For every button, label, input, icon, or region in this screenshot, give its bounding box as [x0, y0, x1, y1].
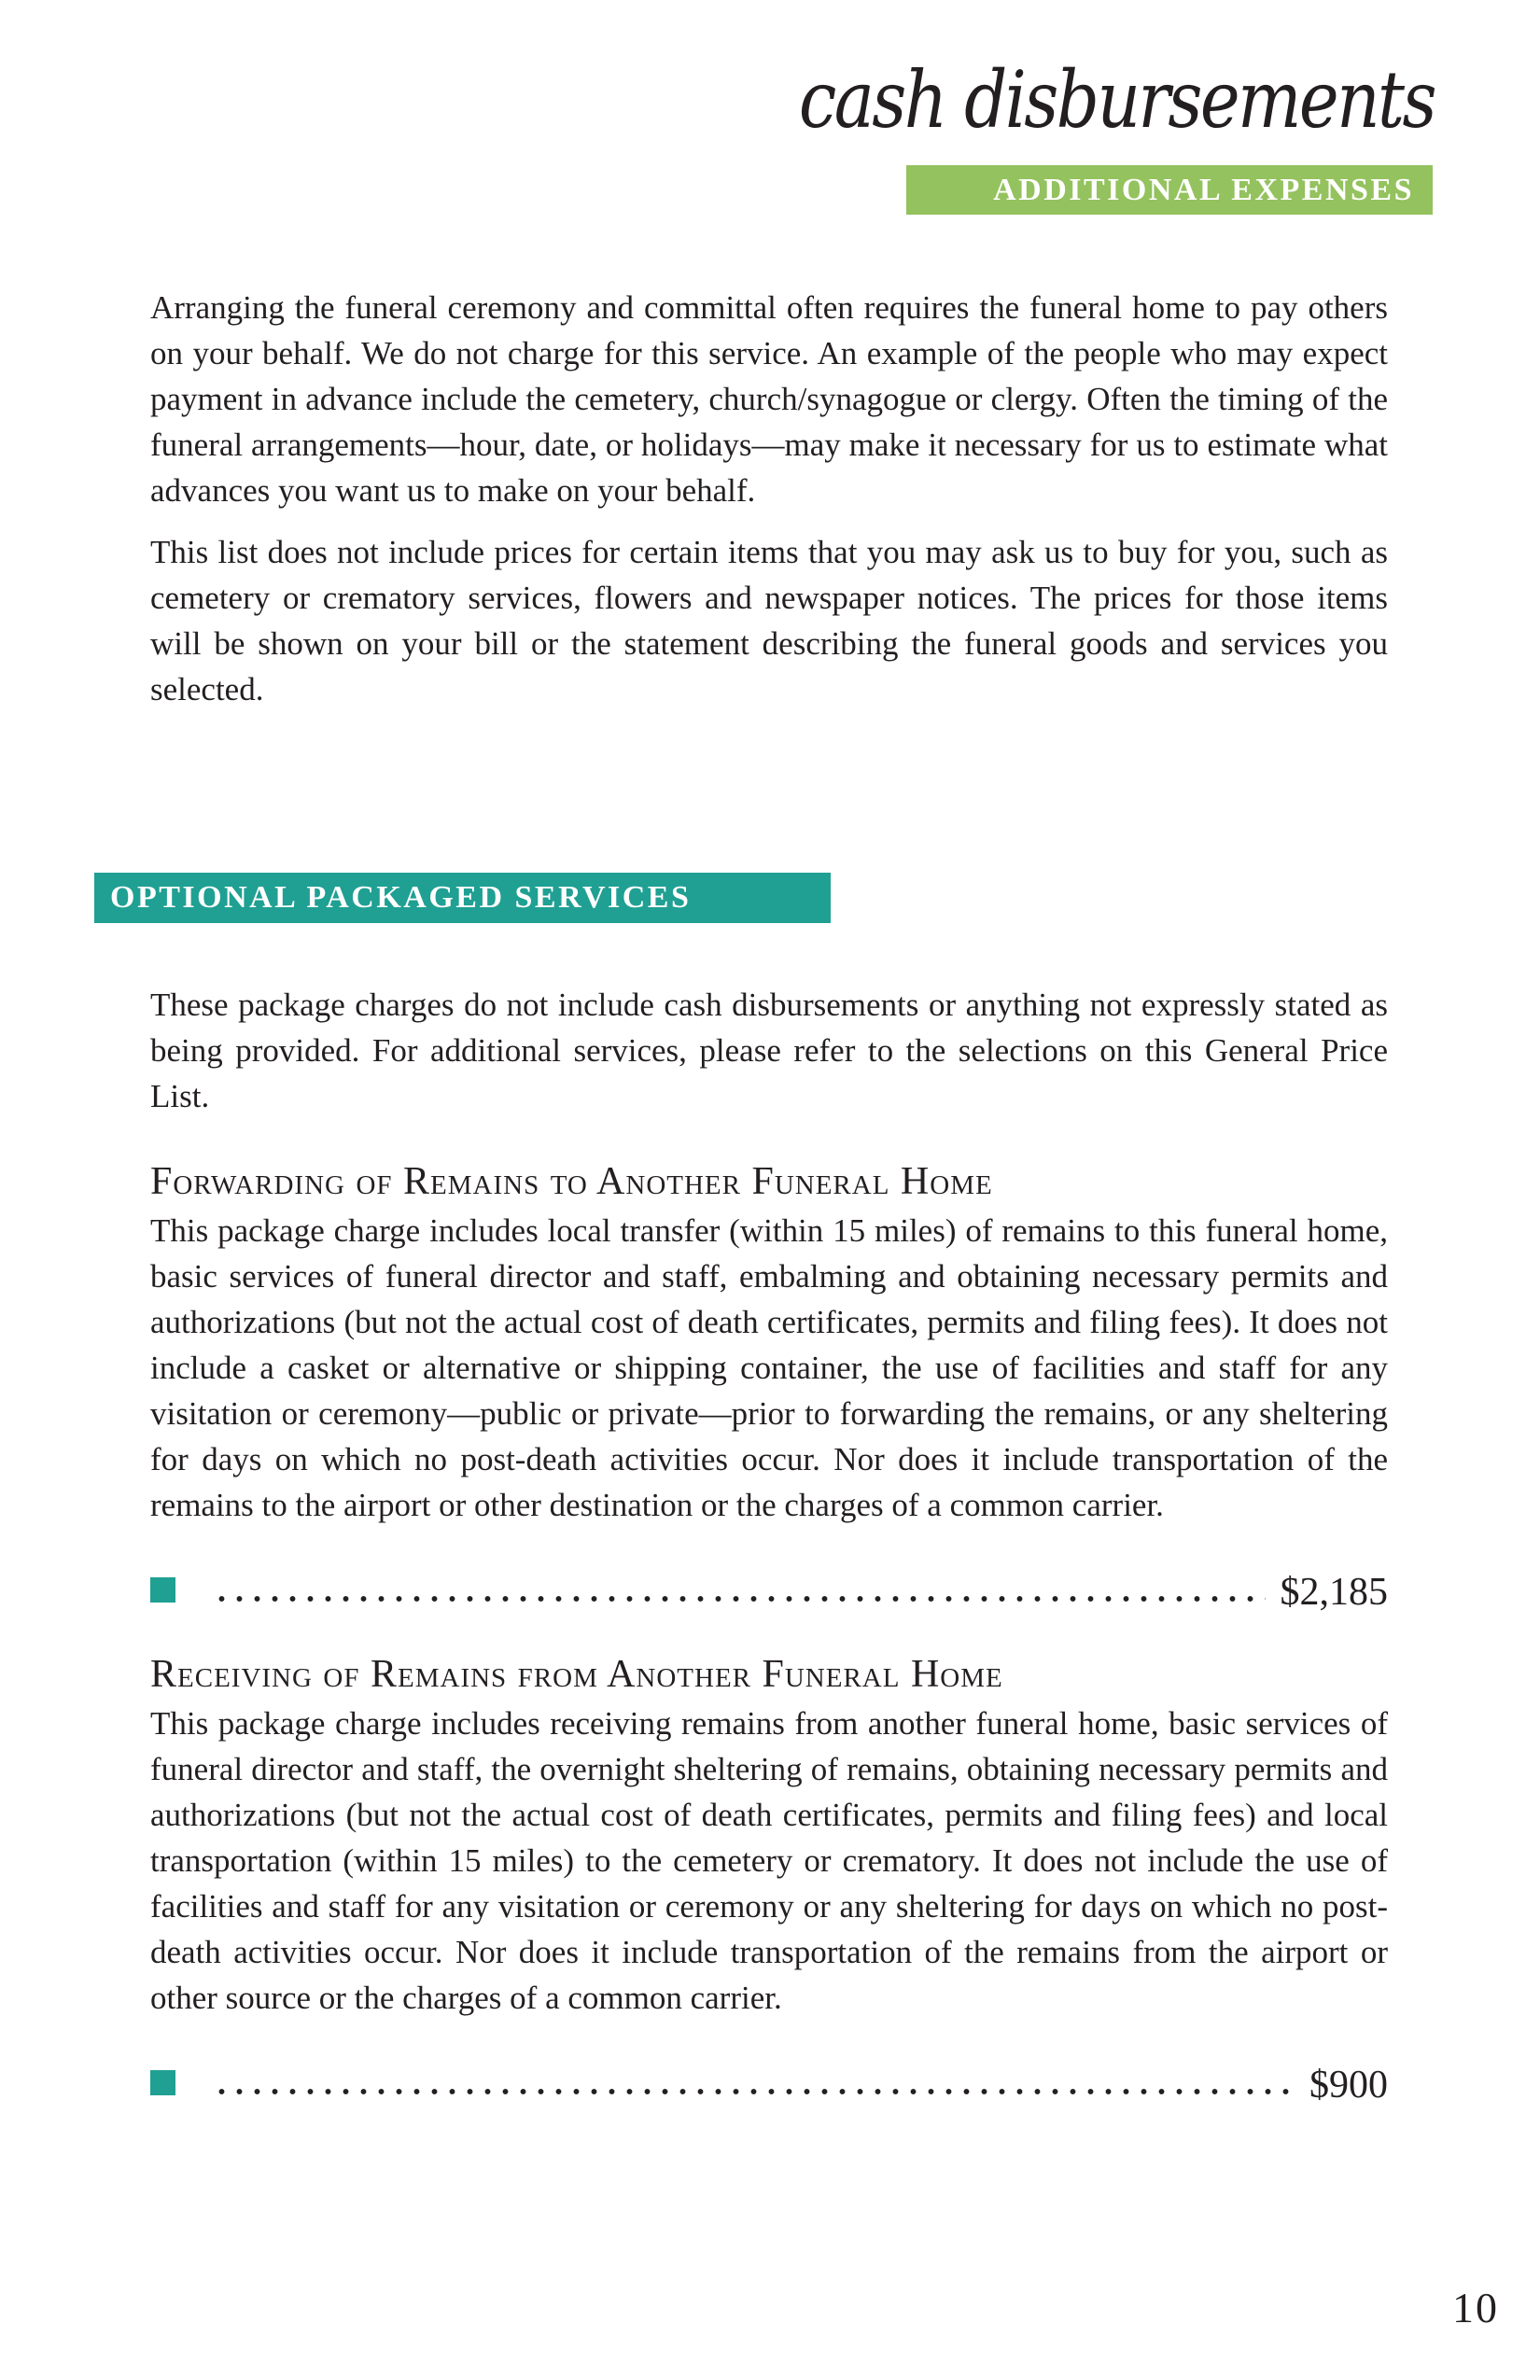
additional-expenses-label: ADDITIONAL EXPENSES [993, 172, 1414, 207]
page-title-script: cash disbursements [798, 54, 1435, 146]
packages-intro-paragraph: These package charges do not include cash disbursements or anything not expressly stated as being provided. For additional services, please refer to the selections on this General Price List. [150, 987, 1388, 1115]
dotted-leader [213, 2088, 1295, 2095]
price-row-forwarding [150, 1560, 1388, 1615]
package-description-receiving: This package charge includes receiving remains from another funeral home, basic services of funeral director and staff, the overnight sheltering of remains, obtaining necessary permits and authorizations (but not the actual cost of death certificates, permits and filing fees) and local transportation (within 15 miles) to the cemetery or crematory. It does not include the use of facilities and staff for any visitation or ceremony or any sheltering for days on which no post-death activities occur. Nor does it include transportation of the remains from the airport or other source or the charges of a common carrier. [150, 1705, 1388, 2017]
optional-packaged-services-banner [94, 873, 831, 923]
package-heading-forwarding: Forwarding of Remains to Another Funeral Home [150, 1160, 993, 1204]
price-value-receiving: $900 [1309, 2064, 1388, 2107]
price-row-receiving [150, 2052, 1388, 2105]
teal-square-bullet-icon [150, 2070, 175, 2095]
package-receiving-of-remains [0, 1652, 1540, 2105]
page-number: 10 [1452, 2284, 1499, 2331]
intro-paragraph-1: Arranging the funeral ceremony and committal often requires the funeral home to pay others on your behalf. We do not charge for this service. An example of the people who may expect payment in advance include the cemetery, church/synagogue or clergy. Often the timing of the funeral arrangements—hour, date, or holidays—may make it necessary for us to estimate what advances you want us to make on your behalf. [150, 289, 1388, 510]
package-heading-receiving: Receiving of Remains from Another Funeral Home [150, 1653, 1003, 1697]
teal-square-bullet-icon [150, 1577, 175, 1603]
package-description-forwarding: This package charge includes local transfer (within 15 miles) of remains to this funeral home, basic services of funeral director and staff, embalming and obtaining necessary permits and authorizations (but not the actual cost of death certificates, permits and filing fees). It does not include a casket or alternative or shipping container, the use of facilities and staff for any visitation or ceremony—public or private—prior to forwarding the remains, or any sheltering for days on which no post-death activities occur. Nor does it include transportation of the remains to the airport or other destination or the charges of a common carrier. [150, 1212, 1388, 1524]
intro-section [150, 285, 1388, 712]
dotted-leader [213, 1595, 1266, 1603]
additional-expenses-banner [906, 165, 1433, 215]
package-forwarding-of-remains [0, 1159, 1540, 1615]
intro-paragraph-2: This list does not include prices for certain items that you may ask us to buy for you, such as cemetery or crematory services, flowers and newspaper notices. The prices for those items will be shown on your bill or the statement describing the funeral goods and services you selected. [150, 534, 1388, 708]
page-header [0, 0, 1540, 215]
price-value-forwarding: $2,185 [1280, 1571, 1388, 1615]
optional-packaged-services-label: OPTIONAL PACKAGED SERVICES [110, 880, 692, 916]
